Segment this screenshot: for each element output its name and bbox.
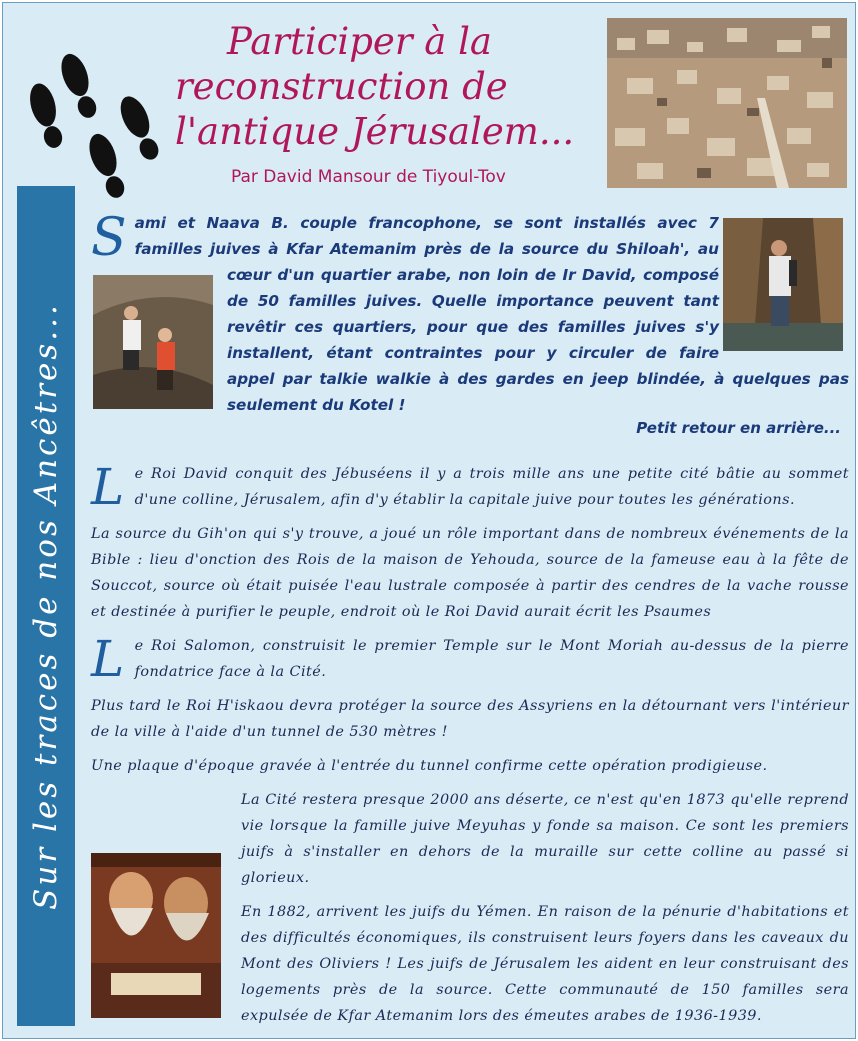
paragraph-text: Une plaque d'époque gravée à l'entrée du tunnel confirme cette opération prodigieuse.	[91, 758, 768, 774]
paragraph-text: La source du Gih'on qui s'y trouve, a joué un rôle important dans de nombreux événements de la Bible : lieu d'onction des Rois de la maison de Yehouda, source de la fameuse eau à la fête de Souccot, source où était puisée l'eau lustrale composée à partir des cendres de la vache rousse et destinée à purifier le peuple, endroit où le Roi David aurait écrit les Psaumes	[91, 526, 849, 620]
dropcap: L	[91, 458, 125, 516]
article-title	[175, 19, 605, 154]
title-line-3: l'antique Jérusalem...	[175, 110, 575, 153]
byline: Par David Mansour de Tiyoul-Tov	[231, 167, 506, 187]
side-label: Sur les traces de nos Ancêtres...	[28, 302, 64, 910]
paragraph-text: En 1882, arrivent les juifs du Yémen. En raison de la pénurie d'habitations et des difficultés économiques, ils construisent leurs foyers dans les caveaux du Mont des Oliviers ! Les juifs de Jérusalem les aident en leur construisant des logements près de la source. Cette communauté de 150 familles sera expulsée de Kfar Atemanim lors des émeutes arabes de 1936-1939.	[241, 904, 849, 1024]
title-line-2: reconstruction de	[175, 65, 508, 108]
paragraph	[91, 787, 849, 891]
float-space-left	[91, 314, 227, 452]
article-body	[91, 458, 849, 1037]
float-space-photo-body	[91, 835, 241, 1005]
city-photo	[607, 18, 847, 188]
paragraph	[91, 630, 849, 688]
paragraph	[91, 693, 849, 745]
dropcap: L	[91, 630, 125, 688]
float-space-right	[719, 210, 849, 350]
paragraph-text: La Cité restera presque 2000 ans déserte, ce n'est qu'en 1873 qu'elle reprend vie lorsque la famille juive Meyuhas y fonde sa maison. Ce sont les premiers juifs à s'installer en dehors de la muraille sur cette colline au passé si glorieux.	[241, 792, 849, 886]
paragraph-text: e Roi David conquit des Jébuséens il y a trois mille ans une petite cité bâtie au sommet d'une colline, Jérusalem, afin d'y établir la capitale juive pour toutes les générations.	[134, 466, 849, 508]
title-line-1: Participer à la	[227, 20, 492, 63]
section-subtitle: Petit retour en arrière...	[636, 419, 841, 437]
paragraph	[91, 521, 849, 625]
paragraph	[91, 753, 849, 779]
paragraph-text: e Roi Salomon, construisit le premier Temple sur le Mont Moriah au-dessus de la pierre fondatrice face à la Cité.	[134, 638, 849, 680]
intro-paragraph	[91, 210, 849, 452]
footprints-icon	[25, 37, 175, 207]
paragraph	[91, 458, 849, 516]
intro-dropcap: S	[91, 208, 127, 268]
paragraph-text: Plus tard le Roi H'iskaou devra protéger la source des Assyriens en la détournant vers l'intérieur de la ville à l'aide d'un tunnel de 530 mètres !	[91, 698, 849, 740]
intro-text: ami et Naava B. couple francophone, se sont installés avec 7 familles juives à Kfar Atemanim près de la source du Shiloah', au cœur d'un quartier arabe, non loin de Ir David, composé de 50 familles juives. Quelle importance peuvent tant revêtir ces quartiers, pour que des familles juives s'y installent, étant contraintes pour y circuler de faire appel par talkie walkie à des gardes en jeep blindée, à quelques pas seulement du Kotel !	[134, 214, 849, 414]
article-page	[2, 2, 856, 1039]
